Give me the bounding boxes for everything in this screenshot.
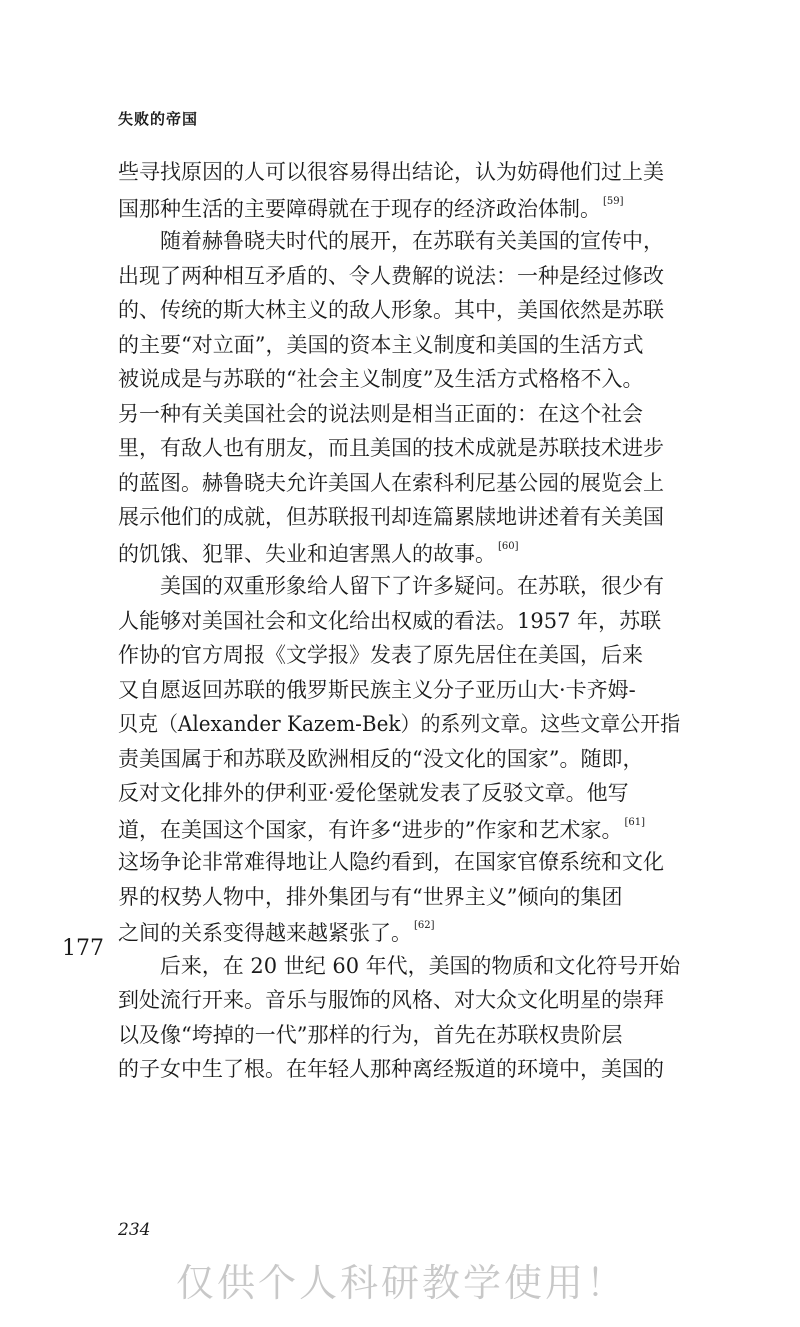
line-text: 的饥饿、犯罪、失业和迫害黑人的故事。: [118, 541, 496, 566]
line-text: 人能够对美国社会和文化给出权威的看法。1957 年，苏联: [118, 608, 662, 633]
text-line: [118, 576, 664, 597]
text-line: [118, 990, 664, 1011]
line-text: 美国的双重形象给人留下了许多疑问。在苏联，很少有: [118, 574, 664, 598]
text-line: [118, 953, 681, 978]
line-text: 些寻找原因的人可以很容易得出结论，认为妨碍他们过上美: [118, 160, 664, 184]
line-text: 的子女中生了根。在年轻人那种离经叛道的环境中，美国的: [118, 1057, 664, 1081]
line-text: 出现了两种相互矛盾的、令人费解的说法：一种是经过修改: [118, 263, 664, 288]
line-text: 的主要“对立面”，美国的资本主义制度和美国的生活方式: [118, 332, 644, 357]
text-line: [118, 401, 643, 426]
line-text: 里，有敌人也有朋友，而且美国的技术成就是苏联技术进步: [118, 436, 664, 460]
text-line: [118, 197, 624, 220]
text-line: [118, 608, 662, 633]
text-line: [118, 263, 664, 288]
footnote-ref: [62]: [414, 920, 435, 931]
text-line: [118, 542, 519, 565]
text-line: [118, 884, 623, 909]
text-line: [118, 300, 664, 321]
text-line: [118, 677, 636, 702]
line-text: 另一种有关美国社会的说法则是相当正面的：在这个社会: [118, 401, 643, 426]
text-line: [118, 369, 643, 390]
text-line: [118, 507, 664, 528]
line-text: 界的权势人物中，排外集团与有“世界主义”倾向的集团: [118, 884, 623, 909]
line-text: 被说成是与苏联的“社会主义制度”及生活方式格格不入。: [118, 367, 644, 391]
line-text: 以及像“垮掉的一代”那样的行为，首先在苏联权贵阶层: [118, 1022, 623, 1047]
text-line: [118, 438, 664, 459]
line-text: 到处流行开来。音乐与服饰的风格、对大众文化明星的崇拜: [118, 988, 664, 1012]
line-text: 的、传统的斯大林主义的敌人形象。其中，美国依然是苏联: [118, 298, 664, 322]
footnote-ref: [61]: [624, 816, 646, 828]
margin-page-reference: 177: [62, 936, 104, 961]
text-line: [118, 921, 435, 944]
text-line: [118, 1059, 664, 1080]
line-text: 责美国属于和苏联及欧洲相反的“没文化的国家”。随即，: [118, 746, 644, 771]
line-text: 反对文化排外的伊利亚·爱伦堡就发表了反驳文章。他写: [118, 781, 629, 805]
text-line: [118, 162, 664, 183]
watermark: 仅供个人科研教学使用！: [176, 1261, 628, 1305]
line-text: 展示他们的成就，但苏联报刊却连篇累牍地讲述着有关美国: [118, 505, 664, 529]
line-text: 随着赫鲁晓夫时代的展开，在苏联有关美国的宣传中，: [118, 229, 664, 253]
line-text: 国那种生活的主要障碍就在于现存的经济政治体制。: [118, 196, 601, 221]
text-line: [118, 332, 644, 357]
line-text: 贝克（Alexander Kazem-Bek）的系列文章。这些文章公开指: [118, 712, 681, 736]
line-text: 之间的关系变得越来越紧张了。: [118, 921, 412, 945]
line-text: 的蓝图。赫鲁晓夫允许美国人在索科利尼基公园的展览会上: [118, 470, 664, 495]
text-line: [118, 852, 664, 873]
text-line: [118, 714, 680, 735]
line-text: 道，在美国这个国家，有许多“进步的”作家和艺术家。: [118, 817, 623, 842]
line-text: 这场争论非常难得地让人隐约看到，在国家官僚系统和文化: [118, 850, 664, 874]
footnote-ref: [60]: [498, 540, 519, 552]
text-line: [118, 783, 629, 804]
footnote-ref: [59]: [603, 195, 624, 207]
text-line: [118, 645, 643, 666]
text-line: [118, 746, 644, 771]
line-text: 作协的官方周报《文学报》发表了原先居住在美国，后来: [118, 643, 643, 667]
page-number: 234: [118, 1220, 151, 1240]
text-line: [118, 231, 664, 252]
line-text: 又自愿返回苏联的俄罗斯民族主义分子亚历山大·卡齐姆-: [118, 677, 636, 702]
text-line: [118, 1022, 623, 1047]
line-text: 后来，在 20 世纪 60 年代，美国的物质和文化符号开始: [118, 953, 681, 978]
running-head: 失败的帝国: [118, 110, 199, 128]
text-line: [118, 818, 645, 841]
text-line: [118, 470, 664, 495]
